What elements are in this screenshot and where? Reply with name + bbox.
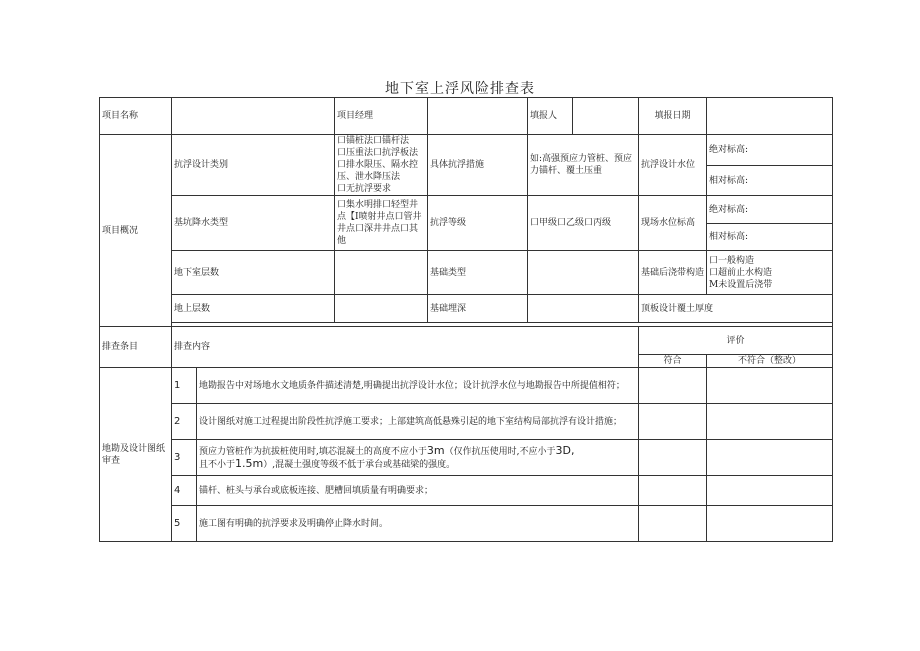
design-type-option: 口锚桩法口锚杆法 — [337, 136, 410, 146]
abs-elevation-field[interactable]: 绝对标高: — [707, 135, 833, 166]
floors-label: 地下室层数 — [172, 251, 335, 295]
check-row-number: 4 — [172, 476, 197, 506]
project-manager-label: 项目经理 — [335, 98, 428, 135]
grade-label: 抗浮等级 — [428, 196, 528, 251]
pass-cell[interactable] — [639, 476, 707, 506]
post-pour-option: 口一般构造 — [709, 255, 755, 266]
check-row-number: 2 — [172, 404, 197, 440]
site-water-label: 现场水位标高 — [639, 196, 707, 251]
fill-date-label: 填报日期 — [639, 98, 707, 135]
site-abs-elevation-field[interactable]: 绝对标高: — [707, 196, 833, 224]
pass-label: 符合 — [639, 355, 707, 368]
check-row — [100, 368, 833, 404]
foundation-type-label: 基础类型 — [428, 251, 528, 295]
pass-cell[interactable] — [639, 440, 707, 476]
foundation-depth-value[interactable] — [528, 295, 639, 323]
dewater-type-label: 基坑降水类型 — [172, 196, 335, 251]
check-text-part: ）,混凝土强度等级不低于承台或基础梁的强度。 — [263, 459, 456, 470]
overview-label: 项目概况 — [100, 135, 172, 327]
post-pour-label: 基础后浇带构造 — [639, 251, 707, 295]
fail-cell[interactable] — [707, 368, 833, 404]
project-name-value[interactable] — [172, 98, 335, 135]
above-floors-value[interactable] — [335, 295, 428, 323]
dewater-type-options[interactable]: 口集水明排口轻型井点【I喷射井点口管井井点口深井井点口其他 — [335, 196, 428, 251]
header-row — [100, 98, 833, 135]
fail-label: 不符合（整改） — [707, 355, 833, 368]
check-row-text: 锚杆、桩头与承台或底板连接、肥槽回填质量有明确要求； — [197, 476, 639, 506]
project-manager-value[interactable] — [428, 98, 528, 135]
design-type-option: 口压重法口抗浮板法 — [337, 148, 419, 158]
floors-value[interactable] — [335, 251, 428, 295]
fail-cell[interactable] — [707, 404, 833, 440]
check-content-label: 排查内容 — [172, 327, 639, 368]
site-rel-elevation-field[interactable]: 相对标高: — [707, 224, 833, 251]
fail-cell[interactable] — [707, 476, 833, 506]
check-item-label: 排查条目 — [100, 327, 172, 368]
post-pour-option: 口超前止水构造 — [709, 267, 773, 278]
check-row-number: 5 — [172, 506, 197, 542]
evaluation-label: 评价 — [639, 327, 833, 355]
check-value: 3m — [426, 443, 445, 457]
roof-soil-label: 顶板设计覆土厚度 — [639, 295, 833, 323]
grade-options[interactable]: 口甲级口乙级口丙级 — [528, 196, 639, 251]
check-value: 1.5m — [235, 456, 264, 470]
page-title: 地下室上浮风险排查表 — [385, 81, 535, 97]
project-name-label: 项目名称 — [100, 98, 172, 135]
above-floors-label: 地上层数 — [172, 295, 335, 323]
measures-label: 具体抗浮措施 — [428, 135, 528, 196]
check-row — [100, 476, 833, 506]
design-type-options[interactable] — [335, 135, 428, 196]
water-level-label: 抗浮设计水位 — [639, 135, 707, 196]
check-text-part: 且不小于 — [199, 459, 236, 470]
filler-label: 填报人 — [528, 98, 573, 135]
check-row-number: 3 — [172, 440, 197, 476]
foundation-type-value[interactable] — [528, 251, 639, 295]
check-text-part: （仅作抗压使用时,不应小于 — [444, 446, 556, 457]
design-type-label: 抗浮设计类别 — [172, 135, 335, 196]
check-group-label: 地勘及设计图纸审查 — [100, 368, 172, 542]
check-row-number: 1 — [172, 368, 197, 404]
check-text-part: 预应力管桩作为抗拔桩使用时,填芯混凝土的高度不应小于 — [199, 446, 427, 457]
check-row — [100, 506, 833, 542]
post-pour-options[interactable] — [707, 251, 833, 295]
check-row — [100, 440, 833, 476]
fail-cell[interactable] — [707, 440, 833, 476]
foundation-depth-label: 基础埋深 — [428, 295, 528, 323]
pass-cell[interactable] — [639, 368, 707, 404]
fill-date-value[interactable] — [707, 98, 833, 135]
pass-cell[interactable] — [639, 506, 707, 542]
risk-check-table — [99, 97, 833, 542]
check-row-text: 施工图有明确的抗浮要求及明确停止降水时间。 — [197, 506, 639, 542]
rel-elevation-field[interactable]: 相对标高: — [707, 166, 833, 196]
check-row-text: 地勘报告中对场地水文地质条件描述清楚,明确提出抗浮设计水位；设计抗浮水位与地勘报告中所提值相符； — [197, 368, 639, 404]
measures-value[interactable]: 如:高强预应力管桩、预应力锚杆、覆土压重 — [528, 135, 639, 196]
check-row-text — [197, 440, 639, 476]
check-row-text: 设计图纸对施工过程提出阶段性抗浮施工要求；上部建筑高低悬殊引起的地下室结构局部抗浮有设计措施； — [197, 404, 639, 440]
pass-cell[interactable] — [639, 404, 707, 440]
fail-cell[interactable] — [707, 506, 833, 542]
post-pour-option: M未设置后浇带 — [709, 279, 773, 290]
design-type-option: 口排水限压、隔水控压、泄水降压法 — [337, 160, 419, 182]
check-row — [100, 404, 833, 440]
check-value: 3D, — [555, 443, 575, 457]
design-type-option: 口无抗浮要求 — [337, 184, 392, 194]
filler-value[interactable] — [573, 98, 639, 135]
